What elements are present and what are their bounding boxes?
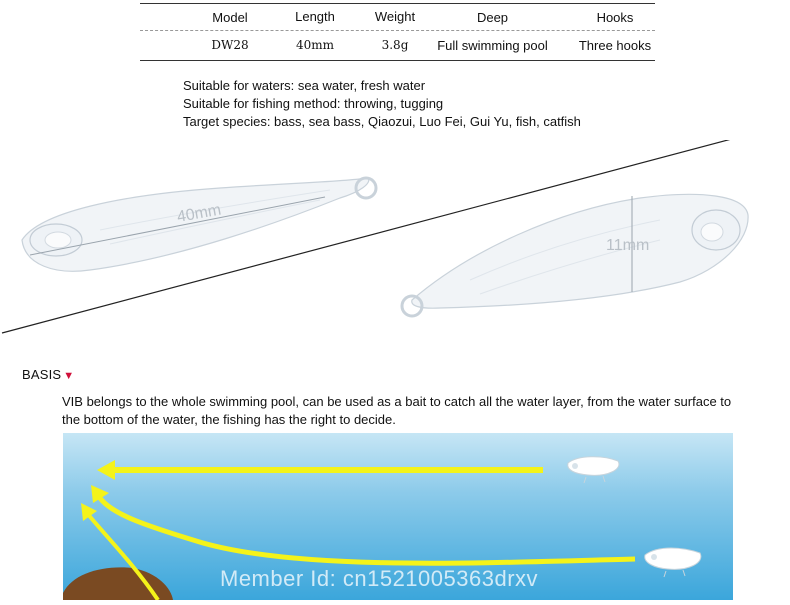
cell-deep: Full swimming pool xyxy=(437,38,548,53)
info-method: Suitable for fishing method: throwing, tugging xyxy=(183,96,444,111)
header-hooks: Hooks xyxy=(596,10,634,25)
basis-description: VIB belongs to the whole swimming pool, can be used as a bait to catch all the water layer, from the water surface to the bottom of the water, the fishing has the right to decide. xyxy=(62,394,732,427)
length-label: 40mm xyxy=(175,201,223,226)
cell-length: 40mm xyxy=(295,38,335,52)
down-triangle-icon: ▼ xyxy=(63,370,75,382)
lure-image-panel xyxy=(0,140,790,340)
member-id-watermark: Member Id: cn1521005363drxv xyxy=(220,566,539,591)
height-label: 11mm xyxy=(606,237,650,254)
header-length: Length xyxy=(295,9,335,24)
lure-illustration xyxy=(0,140,790,340)
basis-heading xyxy=(22,367,74,382)
header-weight: Weight xyxy=(374,9,416,24)
basis-title: BASIS xyxy=(22,367,62,382)
table-mid-rule xyxy=(140,30,655,31)
cell-model: DW28 xyxy=(211,38,249,52)
spec-table xyxy=(140,0,655,62)
info-species: Target species: bass, sea bass, Qiaozui, Luo Fei, Gui Yu, fish, catfish xyxy=(183,114,581,129)
table-bottom-rule xyxy=(140,60,655,61)
cell-hooks: Three hooks xyxy=(578,38,652,53)
header-model: Model xyxy=(212,10,248,25)
header-deep: Deep xyxy=(476,10,509,25)
table-top-rule xyxy=(140,3,655,4)
info-waters: Suitable for waters: sea water, fresh water xyxy=(183,78,426,93)
cell-weight: 3.8g xyxy=(381,38,409,52)
usage-info xyxy=(183,77,581,131)
lure-left xyxy=(22,178,376,271)
